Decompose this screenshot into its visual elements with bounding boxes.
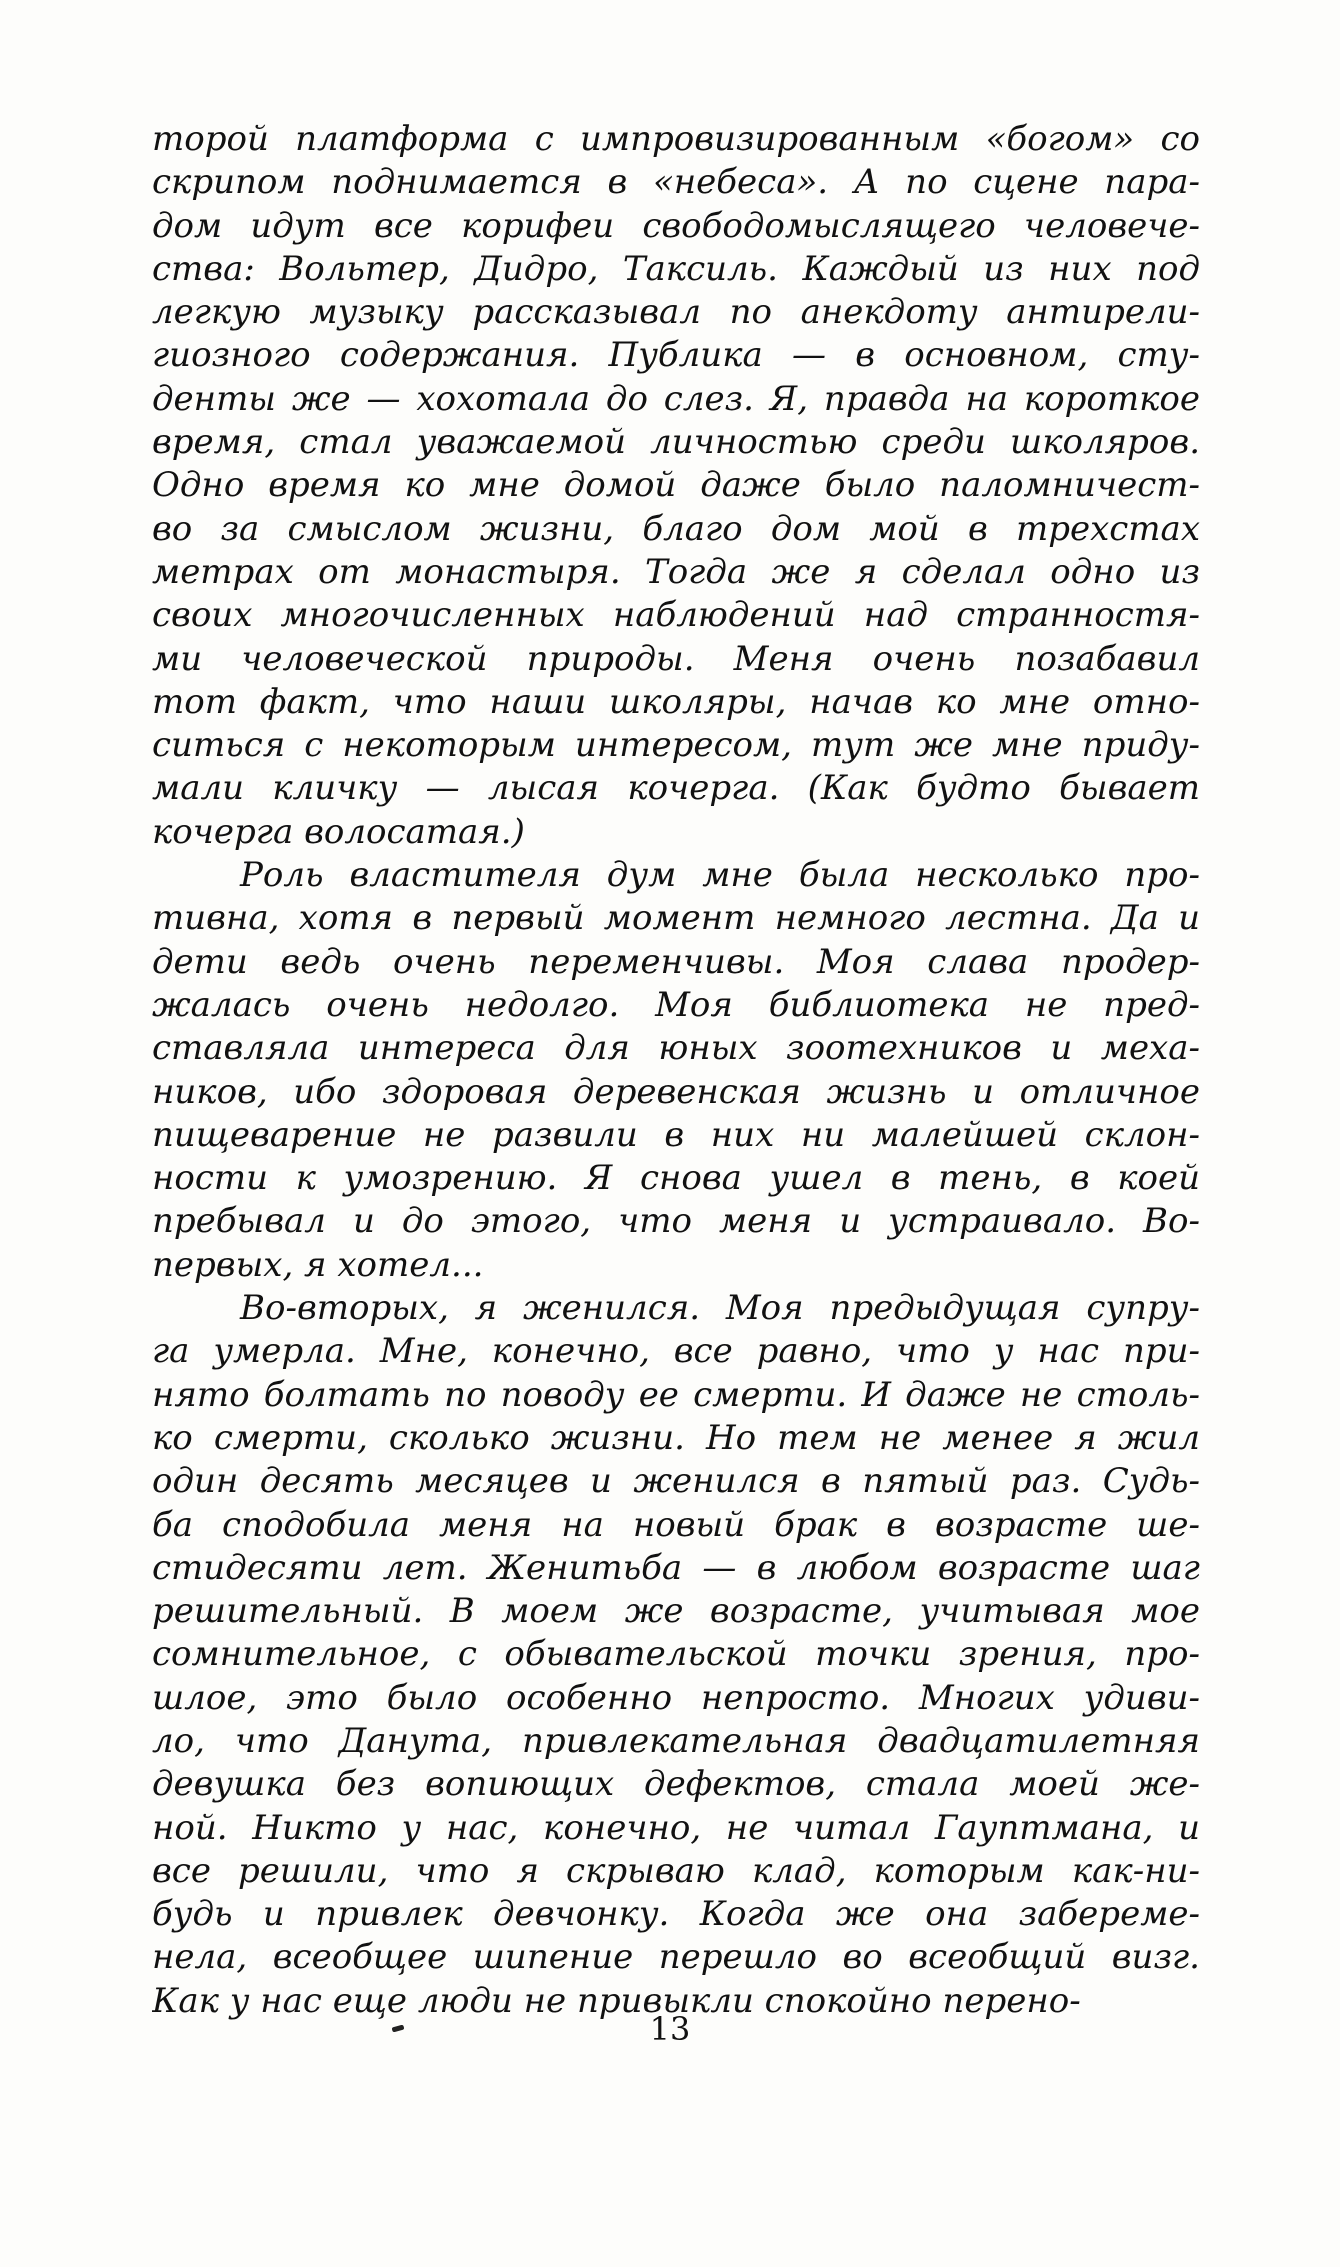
- page-number: 13: [649, 2010, 691, 2048]
- text-line: стидесяти лет. Женитьба — в любом возрасте шаг: [152, 1547, 1200, 1588]
- text-line: тот факт, что наши школяры, начав ко мне отно-: [152, 681, 1200, 722]
- text-line: девушка без вопиющих дефектов, стала моей же-: [152, 1764, 1200, 1805]
- text-line: нела, всеобщее шипение перешло во всеобщий визг.: [152, 1937, 1200, 1978]
- text-line: во за смыслом жизни, благо дом мой в трехстах: [152, 508, 1200, 549]
- text-line: гиозного содержания. Публика — в основном, сту-: [152, 335, 1200, 376]
- text-line: ба сподобила меня на новый брак в возрасте ше-: [152, 1504, 1200, 1545]
- text-line: легкую музыку рассказывал по анекдоту антирели-: [152, 292, 1200, 333]
- text-line: сомнительное, с обывательской точки зрения, про-: [152, 1634, 1200, 1675]
- text-line: дети ведь очень переменчивы. Моя слава продер-: [152, 941, 1200, 982]
- text-line: торой платформа с импровизированным «богом» со: [152, 119, 1200, 159]
- text-line: ми человеческой природы. Меня очень позабавил: [152, 638, 1200, 679]
- paragraph: [152, 118, 1200, 854]
- text-line: ства: Вольтер, Дидро, Таксиль. Каждый из них под: [152, 248, 1200, 289]
- text-line: ко смерти, сколько жизни. Но тем не менее я жил: [152, 1417, 1200, 1458]
- text-line: мали кличку — лысая кочерга. (Как будто бывает: [152, 768, 1200, 809]
- text-line: нято болтать по поводу ее смерти. И даже не столь-: [152, 1374, 1200, 1415]
- text-line: денты же — хохотала до слез. Я, правда на короткое: [152, 378, 1200, 419]
- text-line: ников, ибо здоровая деревенская жизнь и отличное: [152, 1071, 1200, 1112]
- text-line: Одно время ко мне домой даже было паломничест-: [152, 465, 1200, 506]
- text-line: метрах от монастыря. Тогда же я сделал одно из: [152, 551, 1200, 592]
- text-line: Как у нас еще люди не привыкли спокойно перено-: [152, 1980, 1081, 2021]
- text-line: своих многочисленных наблюдений над странностя-: [152, 595, 1200, 636]
- text-line: ной. Никто у нас, конечно, не читал Гауптмана, и: [152, 1807, 1200, 1848]
- text-line: ности к умозрению. Я снова ушел в тень, в коей: [152, 1158, 1200, 1199]
- paragraph: [152, 1287, 1200, 2023]
- text-line: ло, что Данута, привлекательная двадцатилетняя: [152, 1720, 1200, 1761]
- paragraph: [152, 854, 1200, 1287]
- text-line: Роль властителя дум мне была несколько про-: [240, 855, 1200, 896]
- text-line: шлое, это было особенно непросто. Многих удиви-: [152, 1677, 1200, 1718]
- text-line: пищеварение не развили в них ни малейшей склон-: [152, 1114, 1200, 1155]
- text-line: пребывал и до этого, что меня и устраивало. Во-: [152, 1201, 1200, 1242]
- text-line: будь и привлек девчонку. Когда же она забереме-: [152, 1894, 1200, 1935]
- text-line: все решили, что я скрываю клад, которым как-ни-: [152, 1850, 1200, 1891]
- text-line: га умерла. Мне, конечно, все равно, что у нас при-: [152, 1331, 1200, 1372]
- text-line: ситься с некоторым интересом, тут же мне приду-: [152, 725, 1200, 766]
- text-line: один десять месяцев и женился в пятый раз. Судь-: [152, 1461, 1200, 1502]
- text-line: ставляла интереса для юных зоотехников и меха-: [152, 1028, 1200, 1069]
- body-text: [152, 118, 1200, 2023]
- text-line: Во-вторых, я женился. Моя предыдущая супру-: [240, 1288, 1200, 1329]
- text-line: время, стал уважаемой личностью среди школяров.: [152, 422, 1200, 463]
- text-line: кочерга волосатая.): [152, 811, 525, 852]
- text-line: решительный. В моем же возрасте, учитывая мое: [152, 1591, 1200, 1632]
- text-line: скрипом поднимается в «небеса». А по сцене пара-: [152, 162, 1200, 203]
- text-line: первых, я хотел...: [152, 1244, 484, 1285]
- text-line: жалась очень недолго. Моя библиотека не пред-: [152, 984, 1200, 1025]
- text-line: дом идут все корифеи свободомыслящего человече-: [152, 205, 1200, 246]
- text-line: тивна, хотя в первый момент немного лестна. Да и: [152, 898, 1200, 939]
